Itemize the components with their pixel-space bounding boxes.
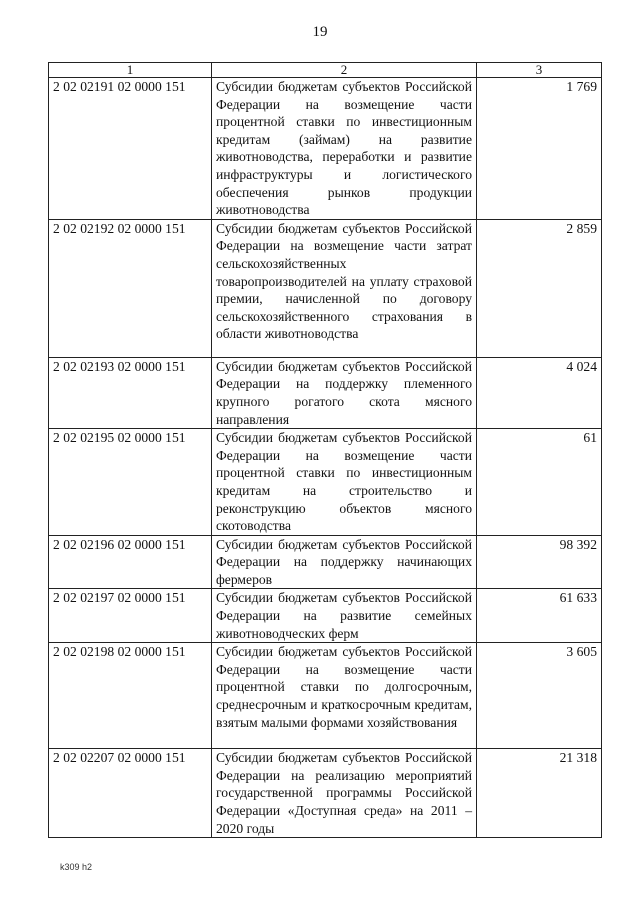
table-row — [49, 589, 602, 643]
table-row — [49, 643, 602, 749]
amount-value: 3 605 — [477, 643, 602, 749]
income-description: Субсидии бюджетам субъектов Российской Федерации на возмещение части процентной ставки по долгосрочным, среднесрочным и краткосрочным кредитам, взятым малыми формами хозяйствования — [212, 643, 477, 749]
budget-code: 2 02 02192 02 0000 151 — [49, 219, 212, 357]
amount-value: 4 024 — [477, 357, 602, 428]
amount-value: 98 392 — [477, 535, 602, 589]
budget-code: 2 02 02196 02 0000 151 — [49, 535, 212, 589]
income-description: Субсидии бюджетам субъектов Российской Федерации на возмещение части затрат сельскохозяйственных товаропроизводителей на уплату страховой премии, начисленной по договору сельскохозяйственного страхования в области животноводства — [212, 219, 477, 357]
budget-code: 2 02 02193 02 0000 151 — [49, 357, 212, 428]
amount-value: 61 — [477, 429, 602, 536]
amount-value: 2 859 — [477, 219, 602, 357]
budget-code: 2 02 02195 02 0000 151 — [49, 429, 212, 536]
income-description: Субсидии бюджетам субъектов Российской Федерации на возмещение части процентной ставки по инвестиционным кредитам на строительство и реконструкцию объектов мясного скотоводства — [212, 429, 477, 536]
budget-code: 2 02 02197 02 0000 151 — [49, 589, 212, 643]
table-row — [49, 749, 602, 838]
table-row — [49, 535, 602, 589]
income-description: Субсидии бюджетам субъектов Российской Федерации на реализацию мероприятий государственной программы Российской Федерации «Доступная среда» на 2011 – 2020 годы — [212, 749, 477, 838]
table-row — [49, 429, 602, 536]
income-description: Субсидии бюджетам субъектов Российской Федерации на развитие семейных животноводческих ферм — [212, 589, 477, 643]
table-header-row — [49, 63, 602, 78]
amount-value: 1 769 — [477, 78, 602, 220]
amount-value: 21 318 — [477, 749, 602, 838]
document-footer-mark: k309 h2 — [60, 862, 93, 872]
table-row — [49, 78, 602, 220]
income-description: Субсидии бюджетам субъектов Российской Федерации на возмещение части процентной ставки по инвестиционным кредитам (займам) на развитие животноводства, переработки и развитие инфраструктуры и логистического обеспечения рынков продукции животноводства — [212, 78, 477, 220]
budget-code: 2 02 02191 02 0000 151 — [49, 78, 212, 220]
budget-table — [48, 62, 602, 838]
budget-code: 2 02 02207 02 0000 151 — [49, 749, 212, 838]
budget-code: 2 02 02198 02 0000 151 — [49, 643, 212, 749]
page-number: 19 — [312, 24, 328, 40]
column-header-1: 1 — [49, 63, 212, 78]
column-header-3: 3 — [477, 63, 602, 78]
income-description: Субсидии бюджетам субъектов Российской Федерации на поддержку начинающих фермеров — [212, 535, 477, 589]
table-row — [49, 219, 602, 357]
table-row — [49, 357, 602, 428]
column-header-2: 2 — [212, 63, 477, 78]
income-description: Субсидии бюджетам субъектов Российской Федерации на поддержку племенного крупного рогатого скота мясного направления — [212, 357, 477, 428]
amount-value: 61 633 — [477, 589, 602, 643]
